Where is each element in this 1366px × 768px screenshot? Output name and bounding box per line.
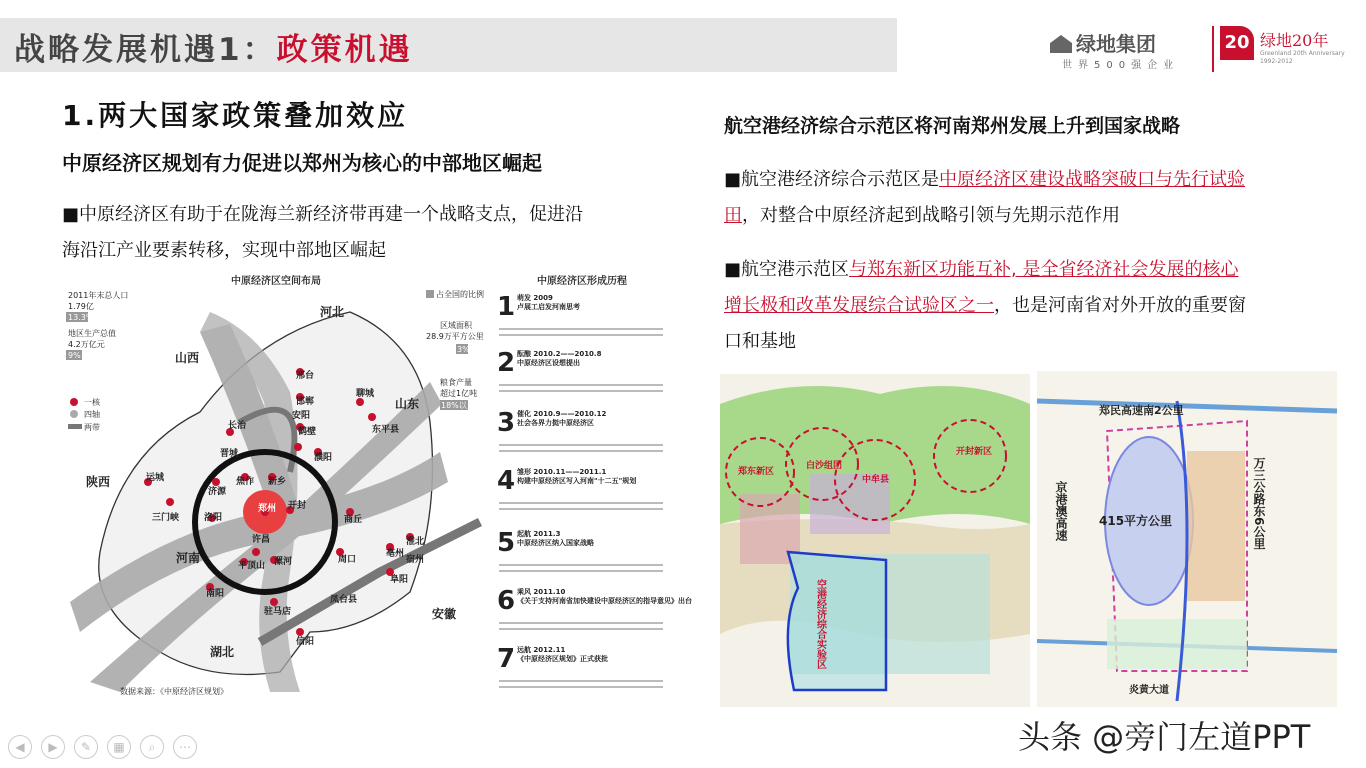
slide-title-prefix: 战略发展机遇1：: [14, 32, 277, 68]
map-source: 数据来源：《中原经济区规划》: [120, 687, 228, 696]
zoom-icon[interactable]: ⌕: [140, 735, 164, 759]
svg-text:长治: 长治: [228, 421, 247, 431]
more-icon[interactable]: ⋯: [173, 735, 197, 759]
svg-text:鹤壁: 鹤壁: [298, 427, 317, 437]
left-heading: 1.两大国家政策叠加效应: [62, 99, 409, 132]
greenland-logo: [1050, 26, 1350, 74]
svg-text:安阳: 安阳: [292, 411, 311, 421]
svg-text:洛阳: 洛阳: [204, 513, 223, 523]
slide-title: [14, 24, 413, 69]
brand-slogan: 世界500强企业: [1062, 60, 1180, 71]
brand-name: 绿地集团: [1050, 28, 1156, 57]
left-bullet-paragraph: [62, 197, 682, 269]
right-bullet-2: ■航空港示范区与郑东新区功能互补, 是全省经济社会发展的核心 增长极和改革发展综合试验区之一，也是河南省对外开放的重要窗 口和基地: [724, 259, 1246, 352]
left-subheading: 中原经济区规划有力促进以郑州为核心的中部地区崛起: [62, 151, 542, 175]
svg-text:淮北: 淮北: [406, 537, 425, 547]
svg-text:安徽: 安徽: [432, 607, 457, 621]
svg-text:粮食产量: 粮食产量: [440, 378, 472, 387]
svg-text:平顶山: 平顶山: [238, 561, 266, 571]
house-logo-icon: [1050, 35, 1072, 53]
svg-text:陕西: 陕西: [86, 475, 111, 489]
next-icon[interactable]: ▶: [41, 735, 65, 759]
svg-text:南阳: 南阳: [206, 589, 225, 599]
svg-text:焦作: 焦作: [236, 477, 255, 487]
previous-icon[interactable]: ◀: [8, 735, 32, 759]
map2-center-label: 415平方公里: [1099, 514, 1173, 528]
anniversary-subtext: Greenland 20th Anniversary 1992-2012: [1260, 50, 1345, 65]
right-heading: 航空港经济综合示范区将河南郑州发展上升到国家战略: [724, 115, 1181, 137]
pen-icon[interactable]: ✎: [74, 735, 98, 759]
svg-text:运城: 运城: [146, 473, 165, 483]
svg-text:宿州: 宿州: [406, 555, 425, 565]
zhongyuan-spatial-layout-map: [60, 272, 484, 702]
svg-text:郑州: 郑州: [258, 504, 277, 514]
svg-text:区域面积: 区域面积: [440, 321, 472, 330]
svg-text:4.2万亿元: 4.2万亿元: [68, 340, 105, 349]
svg-text:新乡: 新乡: [268, 477, 287, 487]
svg-text:3%: 3%: [457, 345, 470, 354]
svg-text:济源: 济源: [208, 487, 227, 497]
svg-text:山西: 山西: [175, 351, 200, 365]
slide-title-highlight: 政策机遇: [276, 32, 413, 68]
history-title: 中原经济区形成历程: [537, 276, 627, 287]
svg-text:聊城: 聊城: [356, 389, 375, 399]
svg-text:三门峡: 三门峡: [152, 513, 180, 523]
svg-text:濮阳: 濮阳: [314, 453, 333, 463]
anniversary-text: 绿地20年: [1260, 31, 1329, 50]
svg-text:东平县: 东平县: [372, 425, 400, 435]
svg-text:四轴: 四轴: [84, 410, 100, 419]
slides-icon[interactable]: ▦: [107, 735, 131, 759]
svg-text:两带: 两带: [84, 423, 100, 432]
eastern-block: [1187, 451, 1245, 601]
svg-text:阜阳: 阜阳: [390, 575, 409, 585]
map2-right-label: 万三公路东6公里: [1252, 457, 1266, 550]
anniversary-badge: 20: [1220, 26, 1254, 60]
svg-text:占全国的比例: 占全国的比例: [436, 290, 484, 299]
svg-text:2011年末总人口: 2011年末总人口: [68, 291, 129, 300]
svg-text:山东: 山东: [395, 397, 420, 411]
svg-text:河北: 河北: [320, 305, 345, 319]
svg-text:开封: 开封: [288, 501, 307, 511]
map2-bottom-label: 炎黄大道: [1129, 685, 1169, 696]
svg-text:开封新区: 开封新区: [956, 447, 993, 457]
svg-text:13.3%: 13.3%: [68, 313, 94, 322]
svg-text:28.9万平方公里: 28.9万平方公里: [426, 332, 484, 341]
svg-text:郑东新区: 郑东新区: [738, 467, 775, 477]
map2-left-label: 京港澳高速: [1054, 481, 1068, 541]
svg-text:1.79亿: 1.79亿: [68, 302, 94, 311]
slide-nav-toolbar: [8, 735, 206, 759]
svg-text:地区生产总值: 地区生产总值: [68, 329, 116, 338]
aviation-zone-map-overview: [720, 374, 1030, 707]
svg-text:邯郸: 邯郸: [296, 397, 315, 407]
svg-text:中牟县: 中牟县: [862, 475, 890, 485]
map-legend: [68, 397, 101, 432]
svg-text:18%以上: 18%以上: [441, 401, 475, 410]
southern-block: [1107, 619, 1247, 669]
svg-text:亳州: 亳州: [386, 549, 405, 559]
svg-text:晋城: 晋城: [220, 449, 239, 459]
right-bullet-2-link: 与郑东新区功能互补, 是全省经济社会发展的核心: [849, 259, 1239, 280]
map2-top-label: 郑民高速南2公里: [1099, 404, 1184, 417]
svg-text:白沙组团: 白沙组团: [806, 461, 843, 471]
aviation-zone-label: 空港经济综合实验区: [814, 579, 826, 669]
watermark: 头条 @旁门左道PPT: [1018, 718, 1311, 756]
logo-divider: [1212, 26, 1214, 72]
svg-text:漯河: 漯河: [274, 557, 293, 567]
svg-text:凤台县: 凤台县: [330, 595, 358, 605]
svg-text:河南: 河南: [176, 551, 201, 565]
left-bullet-line1: ■中原经济区有助于在陇海兰新经济带再建一个战略支点，促进沿: [62, 204, 584, 225]
right-bullet-1-link: 中原经济区建设战略突破口与先行试验: [939, 169, 1246, 190]
map-stats-left: [66, 290, 128, 360]
svg-text:商丘: 商丘: [344, 515, 363, 525]
svg-text:周口: 周口: [338, 555, 357, 565]
right-bullet-1: ■航空港经济综合示范区是中原经济区建设战略突破口与先行试验 田，对整合中原经济起到战略引领与先期示范作用: [724, 169, 1246, 226]
aviation-zone-map-detail: [1037, 371, 1337, 707]
svg-text:驻马店: 驻马店: [264, 607, 292, 617]
map-title: 中原经济区空间布局: [231, 276, 321, 287]
svg-text:超过1亿吨: 超过1亿吨: [440, 389, 478, 398]
left-bullet-line2: 海沿江产业要素转移，实现中部地区崛起: [62, 240, 386, 261]
svg-text:9%: 9%: [68, 351, 81, 360]
svg-text:信阳: 信阳: [296, 637, 315, 647]
svg-text:邢台: 邢台: [296, 371, 315, 381]
svg-text:一核: 一核: [84, 398, 100, 407]
zhongyuan-history-timeline: 中原经济区形成历程 1 萌发 2009 卢展工启发河南思考 2 酝酿 2010.2——2010.8 中原经济区设想提出 3 催化 2010.9——2010.12 社会各界力挺中原经济区 4 雏形 2010.11——2011.1 构建中原经济区写入河南"十二五"规划 5 起航 2011.3 中原经济区纳入国家战略 6 乘风 2011.10 《关于支持河南省加快建设中原经济区的指导意见》出台 7 远航 2012.11 《中原经济区规划》正式获批: [493, 272, 671, 702]
svg-text:湖北: 湖北: [210, 645, 235, 659]
aviation-zone-boundary: [788, 552, 886, 690]
svg-text:许昌: 许昌: [252, 535, 271, 545]
title-bar: [0, 18, 897, 72]
